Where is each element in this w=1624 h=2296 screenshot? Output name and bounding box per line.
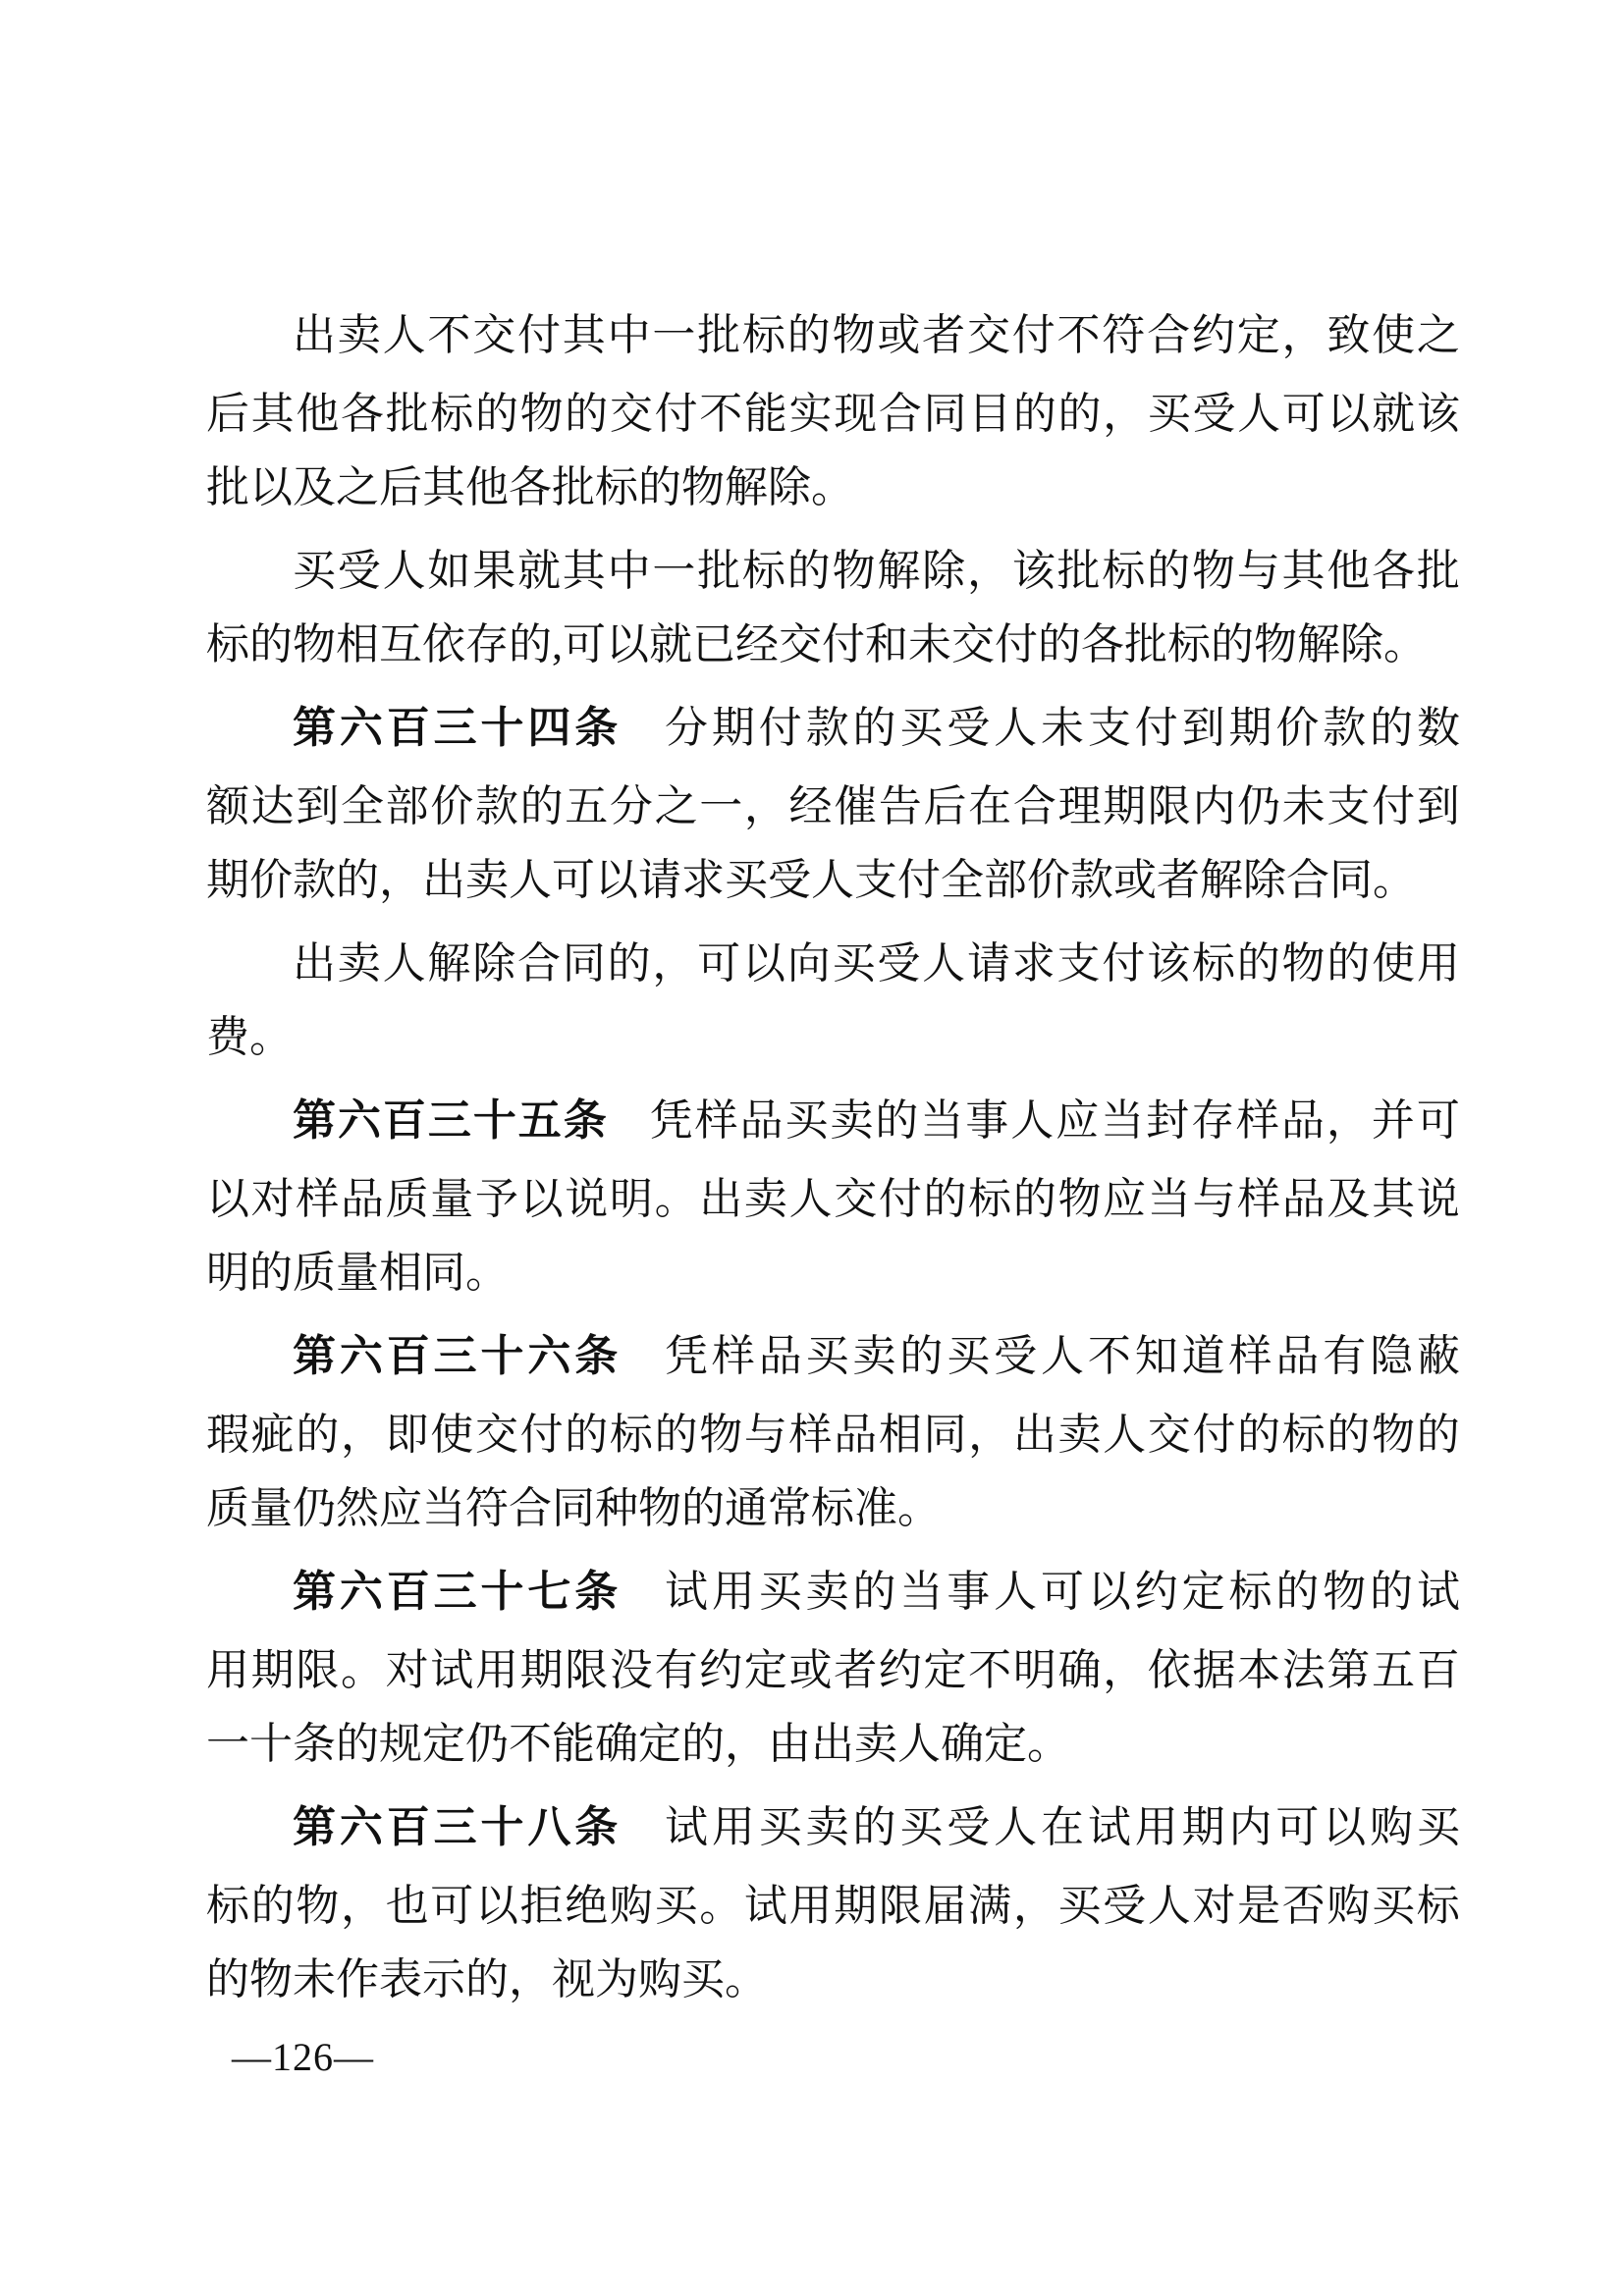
- article-number-char: 第: [293, 1096, 336, 1145]
- article-heading-line: 第 六 百 三 十 六 条 凭 样 品 买 卖 的 买 受 人 不 知 道 样 品 有 隐 蔽: [206, 1312, 1460, 1391]
- text-line: 额 达 到 全 部 价 款 的 五 分 之 一 ， 经 催 告 后 在 合 理 期 限 内 仍 未 支 付 到: [206, 782, 1460, 830]
- article-heading-line: 第 六 百 三 十 七 条 试 用 买 卖 的 当 事 人 可 以 约 定 标 的 物 的 试: [206, 1548, 1460, 1627]
- article-number-char: 十: [480, 1803, 524, 1851]
- article-number-char: 第: [293, 1803, 336, 1851]
- article-number-char: 六: [339, 1332, 383, 1380]
- text-line: 出 卖 人 解 除 合 同 的 ， 可 以 向 买 受 人 请 求 支 付 该 标 的 物 的 使 用: [293, 939, 1460, 988]
- article-number-char: 八: [527, 1803, 571, 1851]
- article-number-char: 百: [386, 1568, 430, 1616]
- article-number-char: 条: [563, 1096, 607, 1145]
- article-number-char: 十: [480, 1568, 524, 1616]
- text-line: 一十条的规定仍不能确定的，由出卖人确定。: [206, 1720, 1070, 1768]
- article-number-char: 第: [293, 1332, 336, 1380]
- article-number-char: 四: [527, 704, 571, 752]
- text-line: 费。: [206, 1013, 293, 1061]
- article-number-char: 三: [433, 1332, 477, 1380]
- article-number-char: 条: [574, 704, 619, 752]
- article-number-char: 六: [339, 704, 383, 752]
- article-number-char: 六: [339, 1803, 383, 1851]
- article-number-char: 条: [574, 1332, 619, 1380]
- article-number-char: 百: [386, 704, 430, 752]
- article-number-char: 三: [433, 1568, 477, 1616]
- text-line: 买 受 人 如 果 就 其 中 一 批 标 的 物 解 除 ， 该 批 标 的 物 与 其 他 各 批: [293, 547, 1460, 595]
- text-line: 期价款的，出卖人可以请求买受人支付全部价款或者解除合同。: [206, 856, 1416, 904]
- article-number-char: 条: [574, 1568, 619, 1616]
- article-number-char: 第: [293, 1568, 336, 1616]
- article-number-char: 百: [386, 1332, 430, 1380]
- article-number-char: 条: [574, 1803, 619, 1851]
- article-number-char: 七: [527, 1568, 571, 1616]
- text-block: [206, 292, 1460, 2019]
- text-line: 标 的 物 ， 也 可 以 拒 绝 购 买 。 试 用 期 限 届 满 ， 买 受 人 对 是 否 购 买 标: [206, 1882, 1460, 1930]
- article-number-char: 三: [433, 704, 477, 752]
- article-heading-line: 第 六 百 三 十 八 条 试 用 买 卖 的 买 受 人 在 试 用 期 内 可 以 购 买: [206, 1784, 1460, 1862]
- text-line: 出 卖 人 不 交 付 其 中 一 批 标 的 物 或 者 交 付 不 符 合 约 定 ， 致 使 之: [293, 311, 1460, 359]
- article-number-char: 六: [339, 1568, 383, 1616]
- article-number-char: 六: [337, 1096, 381, 1145]
- article-number-char: 三: [427, 1096, 471, 1145]
- article-number-char: 五: [517, 1096, 562, 1145]
- text-line: 后 其 他 各 批 标 的 物 的 交 付 不 能 实 现 合 同 目 的 的 ， 买 受 人 可 以 就 该: [206, 390, 1460, 438]
- text-line: 用 期 限 。 对 试 用 期 限 没 有 约 定 或 者 约 定 不 明 确 ， 依 据 本 法 第 五 百: [206, 1646, 1460, 1694]
- text-line: 批以及之后其他各批标的物解除。: [206, 463, 854, 511]
- article-number-char: 六: [527, 1332, 571, 1380]
- article-number-char: 百: [386, 1803, 430, 1851]
- page-number: —126—: [232, 2035, 374, 2079]
- article-number-char: 十: [472, 1096, 516, 1145]
- article-number-char: 十: [480, 1332, 524, 1380]
- text-line: 明的质量相同。: [206, 1249, 509, 1297]
- text-line: 瑕 疵 的 ， 即 使 交 付 的 标 的 物 与 样 品 相 同 ， 出 卖 人 交 付 的 标 的 物 的: [206, 1411, 1460, 1459]
- text-line: 的物未作表示的，视为购买。: [206, 1955, 768, 2003]
- article-number-char: 三: [433, 1803, 477, 1851]
- text-line: 质量仍然应当符合同种物的通常标准。: [206, 1484, 941, 1532]
- text-line: 标的物相互依存的,可以就已经交付和未交付的各批标的物解除。: [206, 620, 1427, 668]
- article-number-char: 十: [480, 704, 524, 752]
- article-heading-line: 第 六 百 三 十 四 条 分 期 付 款 的 买 受 人 未 支 付 到 期 价 款 的 数: [206, 684, 1460, 763]
- text-line: 以 对 样 品 质 量 予 以 说 明 。 出 卖 人 交 付 的 标 的 物 应 当 与 样 品 及 其 说: [206, 1175, 1460, 1223]
- article-number-char: 百: [382, 1096, 426, 1145]
- article-heading-line: 第 六 百 三 十 五 条 凭 样 品 买 卖 的 当 事 人 应 当 封 存 样 品 ， 并 可: [206, 1077, 1460, 1155]
- article-number-char: 第: [293, 704, 336, 752]
